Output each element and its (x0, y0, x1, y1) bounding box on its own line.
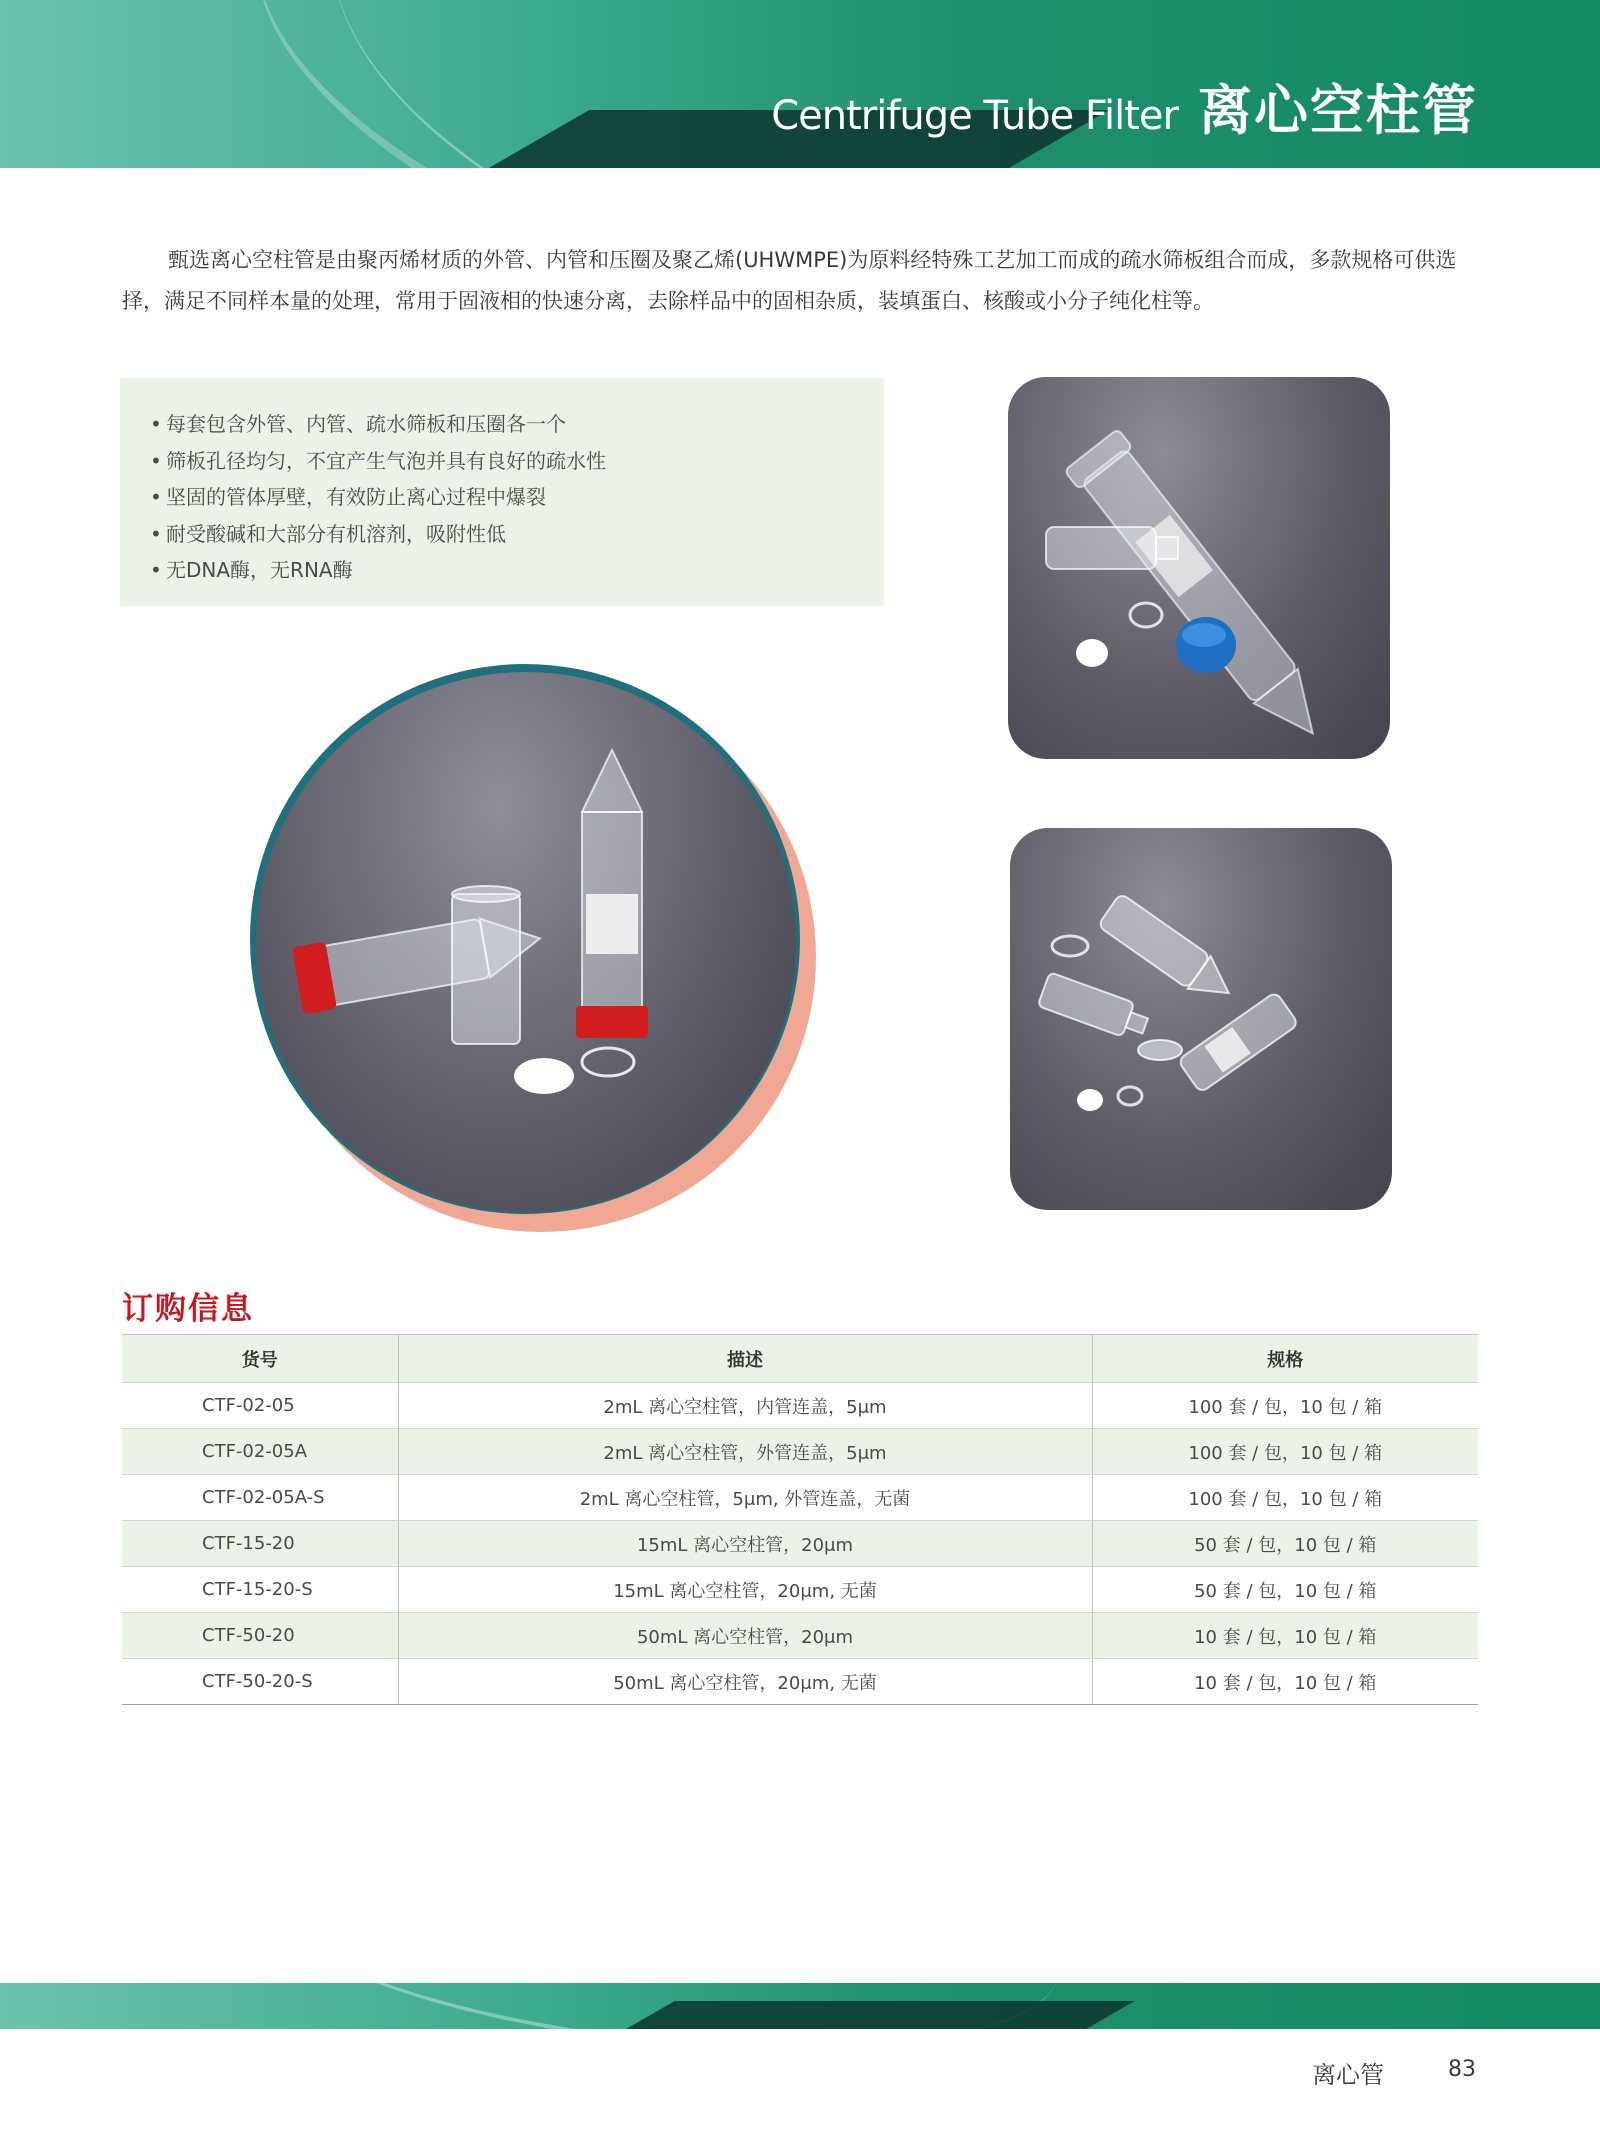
cell-description: 50mL 离心空柱管，20μm, 无菌 (398, 1659, 1092, 1705)
cell-description: 2mL 离心空柱管，外管连盖，5μm (398, 1429, 1092, 1475)
cell-sku: CTF-02-05 (122, 1383, 398, 1429)
column-header-description: 描述 (398, 1335, 1092, 1383)
feature-item: • 耐受酸碱和大部分有机溶剂，吸附性低 (150, 521, 506, 546)
cell-description: 2mL 离心空柱管，5μm, 外管连盖，无菌 (398, 1475, 1092, 1521)
cell-spec: 100 套 / 包，10 包 / 箱 (1092, 1383, 1478, 1429)
cell-spec: 10 套 / 包，10 包 / 箱 (1092, 1659, 1478, 1705)
feature-item: • 坚固的管体厚壁，有效防止离心过程中爆裂 (150, 485, 546, 509)
table-row (122, 1567, 1478, 1613)
product-photo-15ml (1008, 377, 1390, 759)
column-header-spec: 规格 (1092, 1335, 1478, 1383)
footer-banner (0, 1983, 1600, 2029)
product-illustration (1010, 828, 1392, 1210)
table-row (122, 1429, 1478, 1475)
table-row (122, 1521, 1478, 1567)
feature-list (150, 406, 884, 589)
page-number: 83 (1448, 2057, 1476, 2082)
table-row (122, 1659, 1478, 1705)
feature-item: • 筛板孔径均匀，不宜产生气泡并具有良好的疏水性 (150, 448, 606, 473)
intro-paragraph: 甄选离心空柱管是由聚丙烯材质的外管、内管和压圈及聚乙烯(UHWMPE)为原料经特殊工艺加工而成的疏水筛板组合而成，多款规格可供选择，满足不同样本量的处理，常用于固液相的快速分离，去除样品中的固相杂质，装填蛋白、核酸或小分子纯化柱等。 (122, 248, 1457, 313)
feature-item: • 每套包含外管、内管、疏水筛板和压圈各一个 (150, 412, 566, 436)
product-illustration (256, 672, 796, 1212)
footer-section-name: 离心管 (1312, 2061, 1384, 2089)
cell-sku: CTF-15-20-S (122, 1567, 398, 1613)
footer-accent (605, 2001, 1134, 2029)
table-row (122, 1613, 1478, 1659)
cell-description: 15mL 离心空柱管，20μm, 无菌 (398, 1567, 1092, 1613)
table-header-row (122, 1335, 1478, 1383)
page-title-cn: 离心空柱管 (1198, 79, 1478, 142)
cell-spec: 10 套 / 包，10 包 / 箱 (1092, 1613, 1478, 1659)
feature-box (120, 378, 884, 606)
cell-spec: 50 套 / 包，10 包 / 箱 (1092, 1521, 1478, 1567)
product-photo-50ml (256, 672, 796, 1212)
page-title-en: Centrifuge Tube Filter (771, 93, 1178, 139)
order-table (122, 1334, 1478, 1705)
table-row (122, 1475, 1478, 1521)
cell-sku: CTF-02-05A-S (122, 1475, 398, 1521)
page-footer (1312, 2055, 1476, 2090)
cell-spec: 100 套 / 包，10 包 / 箱 (1092, 1475, 1478, 1521)
header-banner (0, 0, 1600, 168)
cell-sku: CTF-02-05A (122, 1429, 398, 1475)
cell-sku: CTF-50-20-S (122, 1659, 398, 1705)
cell-description: 15mL 离心空柱管，20μm (398, 1521, 1092, 1567)
cell-description: 50mL 离心空柱管，20μm (398, 1613, 1092, 1659)
cell-spec: 50 套 / 包，10 包 / 箱 (1092, 1567, 1478, 1613)
cell-description: 2mL 离心空柱管，内管连盖，5μm (398, 1383, 1092, 1429)
page-title (771, 68, 1478, 145)
table-row (122, 1383, 1478, 1429)
column-header-sku: 货号 (122, 1335, 398, 1383)
cell-spec: 100 套 / 包，10 包 / 箱 (1092, 1429, 1478, 1475)
cell-sku: CTF-15-20 (122, 1521, 398, 1567)
product-illustration (1008, 377, 1390, 759)
feature-item: • 无DNA酶，无RNA酶 (150, 558, 353, 582)
cell-sku: CTF-50-20 (122, 1613, 398, 1659)
order-section-title: 订购信息 (122, 1291, 254, 1327)
product-photo-2ml (1010, 828, 1392, 1210)
